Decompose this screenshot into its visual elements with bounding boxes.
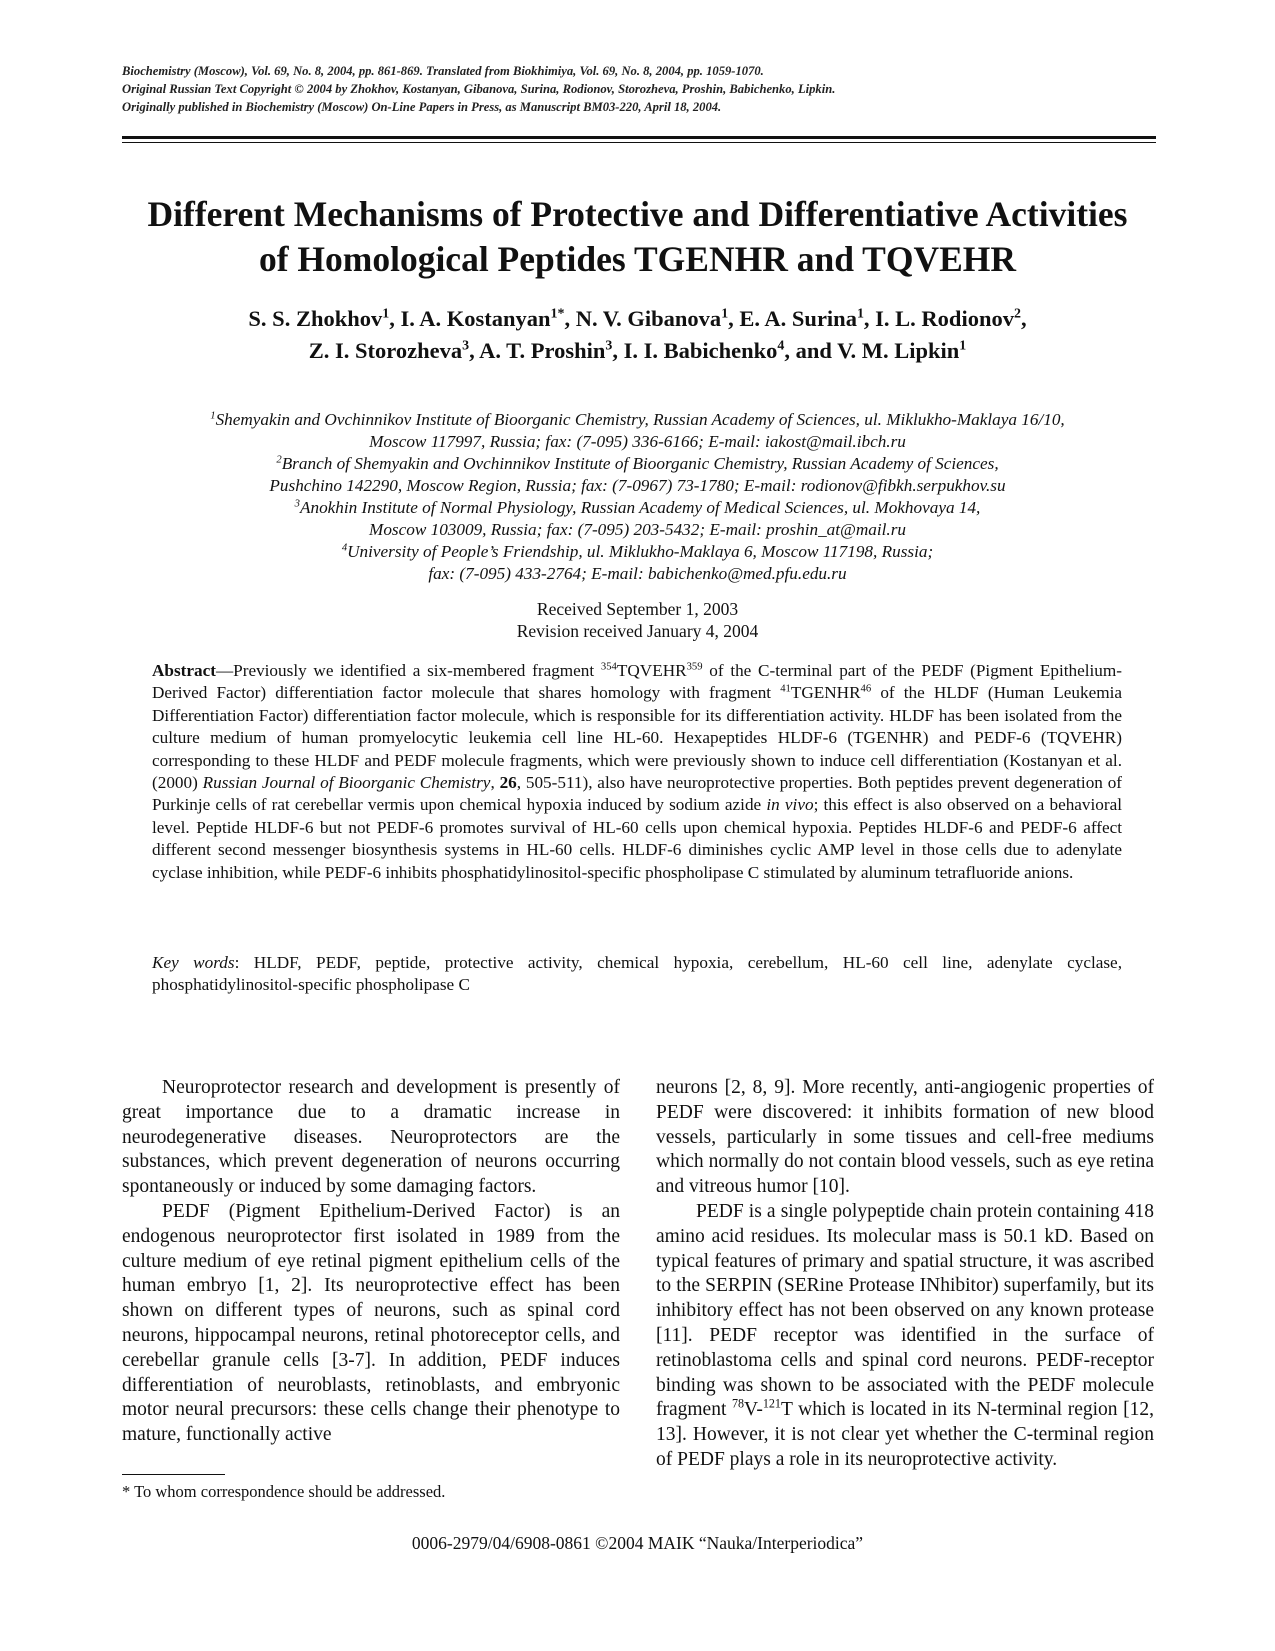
keywords (152, 952, 1122, 997)
residue-number: 46 (860, 683, 872, 695)
abstract-text: —Previously we identified a six-membered fragment (215, 661, 601, 680)
author: I. I. Babichenko (623, 338, 778, 363)
affiliation-mark: 2 (276, 454, 282, 466)
keywords-label: Key words (152, 953, 235, 972)
abstract-label: Abstract (152, 661, 216, 680)
author-affiliation-mark: 3 (605, 338, 613, 354)
header-rule-thick (122, 136, 1156, 139)
affiliation-mark: 3 (294, 498, 300, 510)
title-line-1: Different Mechanisms of Protective and Differentiative Activities (147, 194, 1128, 234)
author-affiliation-mark: 1* (550, 306, 565, 322)
author-line-1: S. S. Zhokhov$^1$, I. A. Kostanyan$^{1*}$, N. V. Gibanova$^1$, E. A. Surina$^1$, I. L. Rodionov$^2$, (248, 306, 1027, 331)
abstract-text: ; this effect is also observed on a behavioral level. Peptide HLDF-6 but not PEDF-6 promotes survival of HL-60 cells upon chemical hypoxia. Peptides HLDF-6 and PEDF-6 affect different second messenger biosynthesis systems in HL-60 cells. HLDF-6 diminishes cyclic AMP level in those cells due to adenylate cyclase inhibition, while PEDF-6 inhibits phosphatidylinositol-specific phospholipase C stimulated by aluminum tetrafluoride anions. (152, 795, 1123, 882)
body-text: T which is located in its N-terminal region [12, 13]. However, it is not clear yet whether the C-terminal region of PEDF plays a role in its neuroprotective activity. (656, 1399, 1154, 1470)
journal-header (122, 62, 1152, 116)
author: I. A. Kostanyan (400, 306, 551, 331)
received-date: Received September 1, 2003 (536, 599, 739, 619)
peptide-sequence: TGENHR (790, 683, 861, 703)
cited-journal: Russian Journal of Bioorganic Chemistry (202, 773, 491, 793)
abstract-text: of the HLDF (Human Leukemia Differentiation Factor) differentiation factor molecule, which is responsible for its differentiation activity. HLDF has been isolated from the culture medium of human promyelocytic leukemia cell line HL-60. Hexapeptides HLDF-6 (TGENHR) and PEDF-6 (TQVEHR) corresponding to these HLDF and PEDF molecule fragments, which were previously shown to induce cell differentiation (Kostanyan et al. (2000) (152, 683, 1122, 793)
abstract-text: , (490, 773, 500, 793)
affiliation-text: University of People’s Friendship, ul. Miklukho-Maklaya 6, Moscow 117198, Russia; (347, 542, 934, 561)
cited-volume: 26 (499, 773, 517, 793)
abstract-text: , 505-511), also have neuroprotective properties. Both peptides prevent degeneration of Purkinje cells of rat cerebellar vermis upon chemical hypoxia induced by sodium azide (152, 773, 1123, 815)
affiliation-3-line-2: Moscow 103009, Russia; fax: (7-095) 203-5432; E-mail: proshin_at@mail.ru (369, 520, 906, 539)
author: S. S. Zhokhov (248, 306, 383, 331)
affiliation-4-line-1 (100, 541, 1175, 563)
residue-number: 354 (600, 661, 617, 673)
author-affiliation-mark: 4 (777, 338, 785, 354)
page-footer: 0006-2979/04/6908-0861 ©2004 MAIK “Nauka/Interperiodica” (411, 1533, 864, 1553)
abstract-text: of the C-terminal part of the PEDF (Pigment Epithelium-Derived Factor) differentiation factor molecule that shares homology with fragment (152, 661, 1122, 703)
author-affiliation-mark: 2 (1013, 306, 1021, 322)
residue-number: 121 (762, 1396, 781, 1411)
affiliation-mark: 4 (341, 542, 348, 554)
affiliation-mark: 1 (210, 410, 216, 422)
body-column-left (122, 1076, 620, 1448)
author-affiliation-mark: 1 (856, 306, 864, 322)
header-rule-thin (122, 142, 1156, 143)
online-publication-line: Originally published in Biochemistry (Moscow) On-Line Papers in Press, as Manuscript BM03-220, April 18, 2004. (122, 100, 722, 114)
residue-number: 78 (731, 1396, 745, 1411)
italic-term: in vivo (766, 795, 814, 815)
affiliation-2-line-1 (100, 453, 1175, 475)
author-affiliation-mark: 1 (959, 338, 967, 354)
author-line-2: Z. I. Storozheva$^3$, A. T. Proshin$^3$, I. I. Babichenko$^4$, and V. M. Lipkin$^1$ (308, 338, 967, 363)
author-affiliation-mark: 1 (721, 306, 729, 322)
correspondence-footnote: * To whom correspondence should be addressed. (122, 1482, 446, 1501)
affiliation-text: Branch of Shemyakin and Ovchinnikov Institute of Bioorganic Chemistry, Russian Academy of Sciences, (281, 454, 999, 473)
author-list (100, 303, 1175, 367)
affiliation-4-line-2: fax: (7-095) 433-2764; E-mail: babichenko@med.pfu.edu.ru (428, 564, 847, 583)
affiliation-text: Anokhin Institute of Normal Physiology, Russian Academy of Medical Sciences, ul. Mokhovaya 14, (299, 498, 981, 517)
affiliation-1-line-2: Moscow 117997, Russia; fax: (7-095) 336-6166; E-mail: iakost@mail.ibch.ru (369, 432, 906, 451)
copyright-line: Original Russian Text Copyright © 2004 by Zhokhov, Kostanyan, Gibanova, Surina, Rodionov, Storozheva, Proshin, Babichenko, Lipkin. (122, 82, 836, 96)
footnote-rule (122, 1474, 225, 1475)
body-text: PEDF is a single polypeptide chain protein containing 418 amino acid residues. Its molecular mass is 50.1 kD. Based on typical features of primary and spatial structure, it was ascribed to the SERPIN (SERine Protease INhibitor) superfamily, but its inhibitory effect has not been observed on any known protease [11]. PEDF receptor was identified in the surface of retinoblastoma cells and spinal cord neurons. PEDF-receptor binding was shown to be associated with the PEDF molecule fragment (656, 1200, 1154, 1421)
body-paragraph: PEDF (Pigment Epithelium-Derived Factor) is an endogenous neuroprotector first isolated in 1989 from the culture medium of eye retinal pigment epithelium cells of the human embryo [1, 2]. Its neuroprotective effect has been shown on different types of neurons, such as spinal cord neurons, hippocampal neurons, retinal photoreceptor cells, and cerebellar granule cells [3-7]. In addition, PEDF induces differentiation of neuroblasts, retinoblasts, and embryonic motor neural precursors: these cells change their phenotype to mature, functionally active (122, 1200, 620, 1446)
author: Z. I. Storozheva (308, 338, 463, 363)
author-affiliation-mark: 1 (382, 306, 390, 322)
peptide-sequence: TQVEHR (616, 661, 687, 680)
revision-date: Revision received January 4, 2004 (516, 621, 759, 641)
residue-number: 359 (686, 661, 703, 673)
author: A. T. Proshin (479, 338, 606, 363)
title-line-2: of Homological Peptides TGENHR and TQVEHR (258, 239, 1017, 279)
affiliation-2-line-2: Pushchino 142290, Moscow Region, Russia; fax: (7-0967) 73-1780; E-mail: rodionov@fibkh.serpukhov.su (269, 476, 1006, 495)
body-paragraph: neurons [2, 8, 9]. More recently, anti-angiogenic properties of PEDF were discovered: it inhibits formation of new blood vessels, particularly in some tissues and cell-free mediums which normally do not contain blood vessels, such as eye retina and vitreous humor [10]. (656, 1077, 1154, 1198)
body-text: V- (744, 1399, 763, 1421)
residue-number: 41 (780, 683, 791, 695)
affiliation-text: Shemyakin and Ovchinnikov Institute of Bioorganic Chemistry, Russian Academy of Sciences, ul. Miklukho-Maklaya 16/10, (215, 410, 1065, 429)
body-paragraph: Neuroprotector research and development is presently of great importance due to a dramatic increase in neurodegenerative diseases. Neuroprotectors are the substances, which prevent degeneration of neurons occurring spontaneously or induced by some damaging factors. (122, 1077, 620, 1198)
body-paragraph (656, 1200, 1154, 1473)
author: I. L. Rodionov (875, 306, 1014, 331)
author-affiliation-mark: 3 (462, 338, 470, 354)
abstract (152, 660, 1122, 884)
author: N. V. Gibanova (575, 306, 722, 331)
affiliations (100, 409, 1175, 585)
journal-citation: Biochemistry (Moscow), Vol. 69, No. 8, 2004, pp. 861-869. Translated from Biokhimiya, Vol. 69, No. 8, 2004, pp. 1059-1070. (122, 64, 764, 78)
keywords-text: : HLDF, PEDF, peptide, protective activity, chemical hypoxia, cerebellum, HL-60 cell line, adenylate cyclase, phosphatidylinositol-specific phospholipase C (152, 953, 1122, 995)
affiliation-3-line-1 (100, 497, 1175, 519)
affiliation-1-line-1 (100, 409, 1175, 431)
received-dates (100, 598, 1175, 642)
article-title (100, 192, 1175, 282)
author: E. A. Surina (739, 306, 857, 331)
author: V. M. Lipkin (837, 338, 960, 363)
body-column-right (656, 1076, 1154, 1473)
